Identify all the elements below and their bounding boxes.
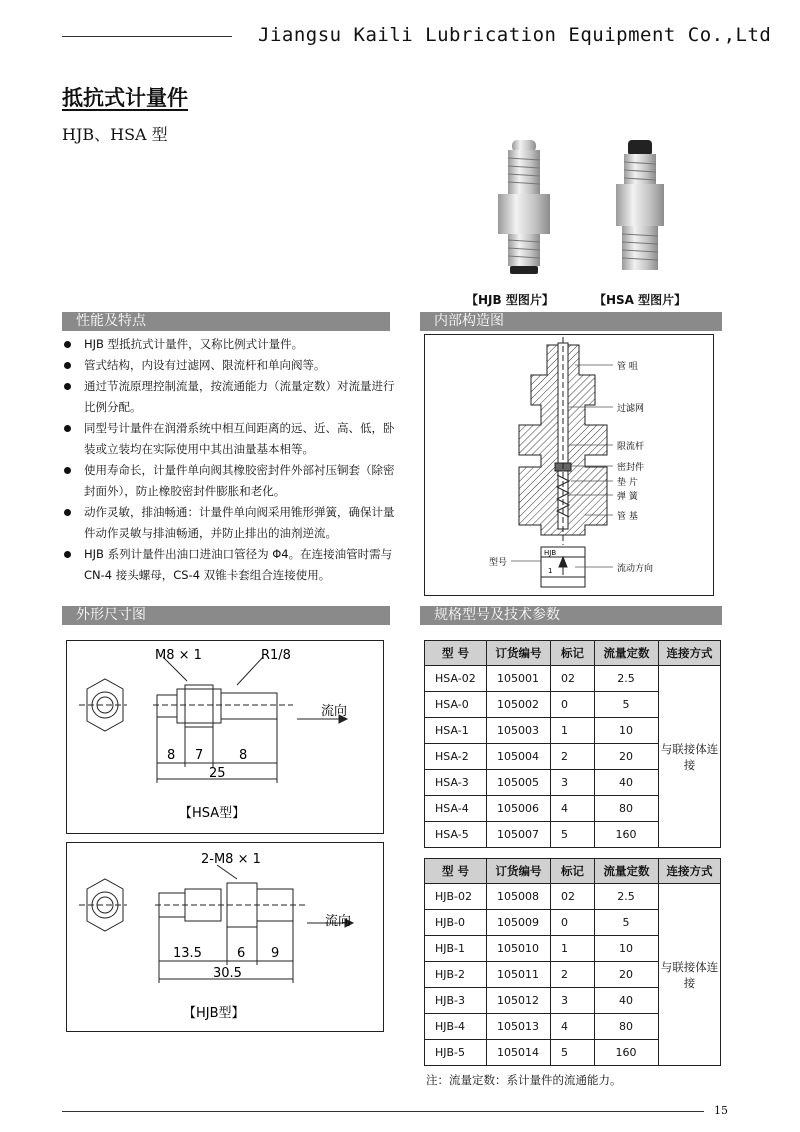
cell-order-no: 105012	[487, 988, 551, 1014]
table-header-row	[425, 859, 721, 884]
cell-model: HSA-1	[425, 718, 487, 744]
label-spring: 弹 簧	[617, 492, 638, 502]
dimension-section-header: 外形尺寸图	[62, 606, 390, 625]
cell-model: HJB-1	[425, 936, 487, 962]
cell-mark: 3	[551, 770, 595, 796]
page-number: 15	[714, 1104, 728, 1117]
cell-order-no: 105014	[487, 1040, 551, 1066]
hsa-dim-total: 25	[209, 766, 226, 781]
label-seal: 密封件	[617, 463, 645, 473]
cell-order-no: 105001	[487, 666, 551, 692]
hsa-dimension-drawing	[67, 641, 383, 833]
hjb-spec-table	[424, 858, 721, 1066]
cell-model: HSA-3	[425, 770, 487, 796]
col-mark: 标记	[551, 641, 595, 666]
internal-structure-drawing	[425, 335, 713, 595]
cell-order-no: 105008	[487, 884, 551, 910]
col-connection: 连接方式	[659, 859, 721, 884]
cell-mark: 4	[551, 1014, 595, 1040]
feature-item: 通过节流原理控制流量，按流通能力（流量定数）对流量进行比例分配。	[62, 376, 400, 418]
cell-flow-constant: 20	[595, 962, 659, 988]
label-marking: HJB	[544, 549, 557, 557]
hjb-photo	[498, 140, 550, 274]
features-section-header: 性能及特点	[62, 312, 390, 331]
page-subtitle: HJB、HSA 型	[62, 125, 168, 144]
col-flow-constant: 流量定数	[595, 859, 659, 884]
cell-order-no: 105005	[487, 770, 551, 796]
hjb-dim-2: 6	[237, 946, 246, 961]
cell-mark: 2	[551, 744, 595, 770]
cell-model: HJB-5	[425, 1040, 487, 1066]
hjb-photo-caption: 【HJB 型图片】	[466, 293, 554, 307]
product-photos	[490, 134, 710, 284]
hsa-dim-2: 7	[195, 748, 204, 763]
cell-order-no: 105004	[487, 744, 551, 770]
hsa-dimension-frame	[66, 640, 384, 834]
feature-item: 同型号计量件在润滑系统中相互间距离的远、近、高、低，卧装或立装均在实际使用中其出油量基本相等。	[62, 418, 400, 460]
cell-connection: 与联接体连接	[659, 666, 721, 848]
cell-mark: 2	[551, 962, 595, 988]
cell-flow-constant: 2.5	[595, 666, 659, 692]
label-filter: 过滤网	[617, 404, 645, 414]
cell-model: HSA-02	[425, 666, 487, 692]
hjb-flow-label: 流向	[325, 914, 352, 929]
table-note: 注：流量定数：系计量件的流通能力。	[426, 1073, 622, 1087]
cell-mark: 1	[551, 936, 595, 962]
hsa-thread-left: M8 × 1	[155, 648, 202, 663]
label-model: 型号	[489, 558, 508, 568]
cell-mark: 0	[551, 692, 595, 718]
cell-flow-constant: 80	[595, 1014, 659, 1040]
cell-connection: 与联接体连接	[659, 884, 721, 1066]
label-flow-direction: 流动方向	[617, 564, 654, 574]
spec-section-header: 规格型号及技术参数	[420, 606, 722, 625]
hsa-photo-caption: 【HSA 型图片】	[594, 293, 687, 307]
hsa-flow-label: 流向	[321, 704, 348, 719]
cell-mark: 5	[551, 1040, 595, 1066]
cell-mark: 1	[551, 718, 595, 744]
company-name: Jiangsu Kaili Lubrication Equipment Co.,Ltd	[258, 24, 772, 46]
cell-model: HSA-0	[425, 692, 487, 718]
col-model: 型 号	[425, 641, 487, 666]
label-marking-sub: 1	[548, 567, 553, 575]
cell-model: HJB-02	[425, 884, 487, 910]
hsa-caption: 【HSA型】	[179, 806, 246, 821]
cell-flow-constant: 40	[595, 770, 659, 796]
hsa-spec-table	[424, 640, 721, 848]
cell-flow-constant: 160	[595, 1040, 659, 1066]
hsa-dim-3: 8	[239, 748, 248, 763]
cell-model: HSA-5	[425, 822, 487, 848]
cell-order-no: 105007	[487, 822, 551, 848]
cell-model: HJB-3	[425, 988, 487, 1014]
col-order-no: 订货编号	[487, 641, 551, 666]
internal-structure-frame	[424, 334, 714, 596]
table-row	[425, 666, 721, 692]
cell-order-no: 105013	[487, 1014, 551, 1040]
hjb-caption: 【HJB型】	[183, 1006, 245, 1021]
hjb-dim-3: 9	[271, 946, 280, 961]
cell-order-no: 105009	[487, 910, 551, 936]
hsa-photo	[616, 140, 664, 270]
label-gasket: 垫 片	[617, 478, 638, 488]
cell-order-no: 105002	[487, 692, 551, 718]
col-mark: 标记	[551, 859, 595, 884]
hjb-dimension-frame	[66, 842, 384, 1032]
label-nozzle: 管 咀	[617, 362, 638, 372]
cell-order-no: 105010	[487, 936, 551, 962]
cell-model: HJB-0	[425, 910, 487, 936]
cell-model: HJB-4	[425, 1014, 487, 1040]
label-base: 管 基	[617, 512, 638, 522]
cell-model: HSA-2	[425, 744, 487, 770]
page-title: 抵抗式计量件	[62, 86, 188, 110]
cell-flow-constant: 5	[595, 910, 659, 936]
cell-flow-constant: 10	[595, 718, 659, 744]
hsa-thread-right: R1/8	[261, 648, 291, 663]
feature-item: 管式结构，内设有过滤网、限流杆和单向阀等。	[62, 355, 400, 376]
cell-mark: 02	[551, 884, 595, 910]
cell-flow-constant: 5	[595, 692, 659, 718]
table-row	[425, 884, 721, 910]
cell-mark: 5	[551, 822, 595, 848]
feature-item: 使用寿命长，计量件单向阀其橡胶密封件外部衬压铜套（除密封面外），防止橡胶密封件膨胀和老化。	[62, 460, 400, 502]
label-restrictor: 限流杆	[617, 442, 645, 452]
cell-flow-constant: 40	[595, 988, 659, 1014]
feature-item: 动作灵敏，排油畅通：计量件单向阀采用锥形弹簧，确保计量件动作灵敏与排油畅通，并防止排出的油剂逆流。	[62, 502, 400, 544]
hjb-dim-total: 30.5	[213, 966, 242, 981]
cell-model: HSA-4	[425, 796, 487, 822]
cell-flow-constant: 80	[595, 796, 659, 822]
cell-flow-constant: 10	[595, 936, 659, 962]
cell-mark: 3	[551, 988, 595, 1014]
col-order-no: 订货编号	[487, 859, 551, 884]
col-flow-constant: 流量定数	[595, 641, 659, 666]
cell-order-no: 105003	[487, 718, 551, 744]
cell-order-no: 105006	[487, 796, 551, 822]
cell-mark: 0	[551, 910, 595, 936]
hsa-dim-1: 8	[167, 748, 176, 763]
col-model: 型 号	[425, 859, 487, 884]
table-header-row	[425, 641, 721, 666]
col-connection: 连接方式	[659, 641, 721, 666]
hjb-dim-1: 13.5	[173, 946, 202, 961]
header-rule	[62, 36, 232, 37]
feature-list	[62, 334, 400, 586]
cell-flow-constant: 160	[595, 822, 659, 848]
feature-item: HJB 系列计量件出油口进油口管径为 Φ4。在连接油管时需与 CN-4 接头螺母，CS-4 双锥卡套组合连接使用。	[62, 544, 400, 586]
feature-item: HJB 型抵抗式计量件，又称比例式计量件。	[62, 334, 400, 355]
cell-model: HJB-2	[425, 962, 487, 988]
hjb-dimension-drawing	[67, 843, 383, 1031]
cell-mark: 4	[551, 796, 595, 822]
internal-section-header: 内部构造图	[420, 312, 722, 331]
cell-flow-constant: 2.5	[595, 884, 659, 910]
cell-flow-constant: 20	[595, 744, 659, 770]
cell-order-no: 105011	[487, 962, 551, 988]
cell-mark: 02	[551, 666, 595, 692]
footer-rule	[62, 1111, 704, 1112]
hjb-thread: 2-M8 × 1	[201, 852, 261, 867]
